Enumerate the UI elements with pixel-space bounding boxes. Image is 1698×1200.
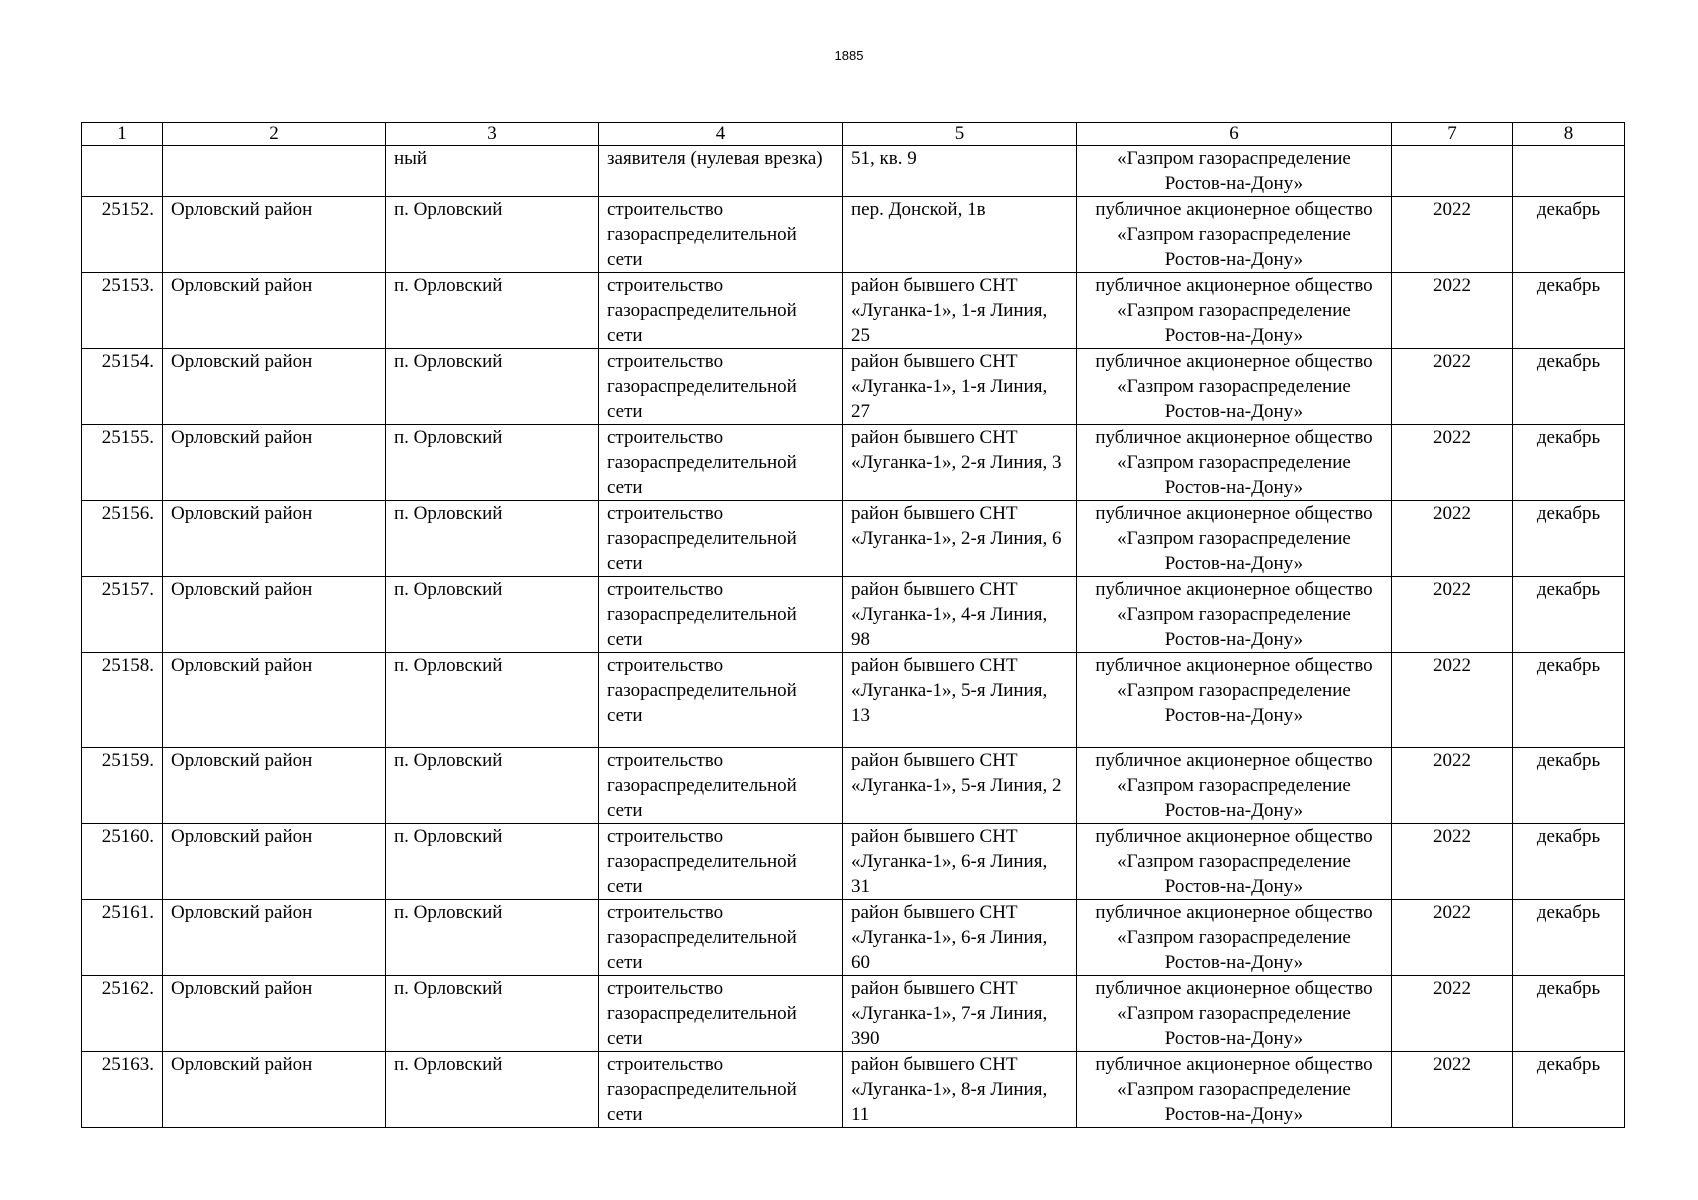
cell-month: декабрь bbox=[1513, 197, 1625, 273]
cell-address: 51, кв. 9 bbox=[843, 146, 1077, 197]
column-header: 5 bbox=[843, 123, 1077, 146]
cell-work: строительство газораспределительной сети bbox=[599, 349, 843, 425]
column-header: 3 bbox=[386, 123, 599, 146]
cell-settlement: п. Орловский bbox=[386, 197, 599, 273]
cell-month: декабрь bbox=[1513, 501, 1625, 577]
cell-district: Орловский район bbox=[163, 273, 386, 349]
cell-settlement: п. Орловский bbox=[386, 577, 599, 653]
cell-month: декабрь bbox=[1513, 748, 1625, 824]
cell-year: 2022 bbox=[1392, 653, 1513, 748]
cell-address: район бывшего СНТ «Луганка-1», 6-я Линия, 60 bbox=[843, 900, 1077, 976]
cell-address: район бывшего СНТ «Луганка-1», 2-я Линия, 6 bbox=[843, 501, 1077, 577]
cell-number: 25155. bbox=[82, 425, 163, 501]
cell-district: Орловский район bbox=[163, 349, 386, 425]
cell-organization: публичное акционерное общество «Газпром газораспределение Ростов-на-Дону» bbox=[1077, 273, 1392, 349]
column-header: 7 bbox=[1392, 123, 1513, 146]
cell-month: декабрь bbox=[1513, 273, 1625, 349]
cell-work: заявителя (нулевая врезка) bbox=[599, 146, 843, 197]
cell-month: декабрь bbox=[1513, 976, 1625, 1052]
cell-organization: публичное акционерное общество «Газпром газораспределение Ростов-на-Дону» bbox=[1077, 349, 1392, 425]
cell-organization: публичное акционерное общество «Газпром газораспределение Ростов-на-Дону» bbox=[1077, 197, 1392, 273]
cell-settlement: п. Орловский bbox=[386, 349, 599, 425]
table-row bbox=[82, 976, 1625, 1052]
cell-work: строительство газораспределительной сети bbox=[599, 976, 843, 1052]
column-header: 8 bbox=[1513, 123, 1625, 146]
cell-year: 2022 bbox=[1392, 900, 1513, 976]
cell-month: декабрь bbox=[1513, 349, 1625, 425]
cell-organization: «Газпром газораспределение Ростов-на-Дону» bbox=[1077, 146, 1392, 197]
cell-number: 25152. bbox=[82, 197, 163, 273]
cell-settlement: п. Орловский bbox=[386, 501, 599, 577]
cell-number: 25159. bbox=[82, 748, 163, 824]
cell-work: строительство газораспределительной сети bbox=[599, 501, 843, 577]
cell-settlement: п. Орловский bbox=[386, 748, 599, 824]
cell-month: декабрь bbox=[1513, 900, 1625, 976]
cell-settlement: п. Орловский bbox=[386, 900, 599, 976]
cell-address: район бывшего СНТ «Луганка-1», 2-я Линия, 3 bbox=[843, 425, 1077, 501]
cell-number bbox=[82, 146, 163, 197]
column-header: 4 bbox=[599, 123, 843, 146]
column-number-row bbox=[82, 123, 1625, 146]
column-header: 2 bbox=[163, 123, 386, 146]
table-row bbox=[82, 273, 1625, 349]
cell-district: Орловский район bbox=[163, 748, 386, 824]
cell-district: Орловский район bbox=[163, 197, 386, 273]
cell-district: Орловский район bbox=[163, 824, 386, 900]
cell-year: 2022 bbox=[1392, 976, 1513, 1052]
table-body bbox=[82, 146, 1625, 1128]
column-header: 1 bbox=[82, 123, 163, 146]
cell-month: декабрь bbox=[1513, 1052, 1625, 1128]
cell-organization: публичное акционерное общество «Газпром газораспределение Ростов-на-Дону» bbox=[1077, 900, 1392, 976]
cell-district: Орловский район bbox=[163, 653, 386, 748]
cell-number: 25157. bbox=[82, 577, 163, 653]
table-row bbox=[82, 1052, 1625, 1128]
cell-number: 25163. bbox=[82, 1052, 163, 1128]
cell-settlement: п. Орловский bbox=[386, 1052, 599, 1128]
cell-address: район бывшего СНТ «Луганка-1», 8-я Линия, 11 bbox=[843, 1052, 1077, 1128]
cell-settlement: ный bbox=[386, 146, 599, 197]
cell-year: 2022 bbox=[1392, 197, 1513, 273]
cell-year: 2022 bbox=[1392, 748, 1513, 824]
cell-settlement: п. Орловский bbox=[386, 273, 599, 349]
cell-year: 2022 bbox=[1392, 349, 1513, 425]
table-row bbox=[82, 501, 1625, 577]
cell-address: район бывшего СНТ «Луганка-1», 5-я Линия, 2 bbox=[843, 748, 1077, 824]
table-row bbox=[82, 577, 1625, 653]
page-number: 1885 bbox=[834, 48, 864, 63]
cell-settlement: п. Орловский bbox=[386, 824, 599, 900]
cell-work: строительство газораспределительной сети bbox=[599, 425, 843, 501]
cell-settlement: п. Орловский bbox=[386, 976, 599, 1052]
cell-year: 2022 bbox=[1392, 577, 1513, 653]
cell-organization: публичное акционерное общество «Газпром газораспределение Ростов-на-Дону» bbox=[1077, 1052, 1392, 1128]
cell-address: район бывшего СНТ «Луганка-1», 4-я Линия, 98 bbox=[843, 577, 1077, 653]
cell-organization: публичное акционерное общество «Газпром газораспределение Ростов-на-Дону» bbox=[1077, 748, 1392, 824]
cell-organization: публичное акционерное общество «Газпром газораспределение Ростов-на-Дону» bbox=[1077, 577, 1392, 653]
cell-organization: публичное акционерное общество «Газпром газораспределение Ростов-на-Дону» bbox=[1077, 653, 1392, 748]
cell-settlement: п. Орловский bbox=[386, 425, 599, 501]
cell-month: декабрь bbox=[1513, 425, 1625, 501]
cell-year: 2022 bbox=[1392, 501, 1513, 577]
cell-month: декабрь bbox=[1513, 824, 1625, 900]
cell-district: Орловский район bbox=[163, 425, 386, 501]
cell-month: декабрь bbox=[1513, 577, 1625, 653]
cell-organization: публичное акционерное общество «Газпром газораспределение Ростов-на-Дону» bbox=[1077, 425, 1392, 501]
table-row bbox=[82, 349, 1625, 425]
cell-year: 2022 bbox=[1392, 1052, 1513, 1128]
table-row bbox=[82, 748, 1625, 824]
cell-district: Орловский район bbox=[163, 501, 386, 577]
cell-number: 25158. bbox=[82, 653, 163, 748]
cell-district: Орловский район bbox=[163, 900, 386, 976]
cell-district bbox=[163, 146, 386, 197]
table-row bbox=[82, 653, 1625, 748]
cell-address: район бывшего СНТ «Луганка-1», 6-я Линия, 31 bbox=[843, 824, 1077, 900]
cell-year bbox=[1392, 146, 1513, 197]
cell-work: строительство газораспределительной сети bbox=[599, 577, 843, 653]
column-header: 6 bbox=[1077, 123, 1392, 146]
cell-work: строительство газораспределительной сети bbox=[599, 197, 843, 273]
cell-number: 25162. bbox=[82, 976, 163, 1052]
cell-district: Орловский район bbox=[163, 1052, 386, 1128]
register-table bbox=[81, 122, 1625, 1128]
cell-district: Орловский район bbox=[163, 577, 386, 653]
continuation-row bbox=[82, 146, 1625, 197]
cell-year: 2022 bbox=[1392, 273, 1513, 349]
cell-work: строительство газораспределительной сети bbox=[599, 273, 843, 349]
cell-organization: публичное акционерное общество «Газпром газораспределение Ростов-на-Дону» bbox=[1077, 501, 1392, 577]
table-row bbox=[82, 900, 1625, 976]
cell-address: пер. Донской, 1в bbox=[843, 197, 1077, 273]
cell-address: район бывшего СНТ «Луганка-1», 7-я Линия, 390 bbox=[843, 976, 1077, 1052]
cell-month: декабрь bbox=[1513, 653, 1625, 748]
cell-month bbox=[1513, 146, 1625, 197]
cell-work: строительство газораспределительной сети bbox=[599, 1052, 843, 1128]
cell-number: 25160. bbox=[82, 824, 163, 900]
cell-work: строительство газораспределительной сети bbox=[599, 900, 843, 976]
cell-number: 25154. bbox=[82, 349, 163, 425]
cell-address: район бывшего СНТ «Луганка-1», 1-я Линия, 27 bbox=[843, 349, 1077, 425]
table-row bbox=[82, 425, 1625, 501]
cell-year: 2022 bbox=[1392, 425, 1513, 501]
cell-organization: публичное акционерное общество «Газпром газораспределение Ростов-на-Дону» bbox=[1077, 976, 1392, 1052]
cell-work: строительство газораспределительной сети bbox=[599, 824, 843, 900]
cell-address: район бывшего СНТ «Луганка-1», 5-я Линия, 13 bbox=[843, 653, 1077, 748]
table-row bbox=[82, 824, 1625, 900]
cell-district: Орловский район bbox=[163, 976, 386, 1052]
cell-year: 2022 bbox=[1392, 824, 1513, 900]
cell-address: район бывшего СНТ «Луганка-1», 1-я Линия, 25 bbox=[843, 273, 1077, 349]
cell-organization: публичное акционерное общество «Газпром газораспределение Ростов-на-Дону» bbox=[1077, 824, 1392, 900]
cell-settlement: п. Орловский bbox=[386, 653, 599, 748]
cell-number: 25153. bbox=[82, 273, 163, 349]
cell-work: строительство газораспределительной сети bbox=[599, 748, 843, 824]
cell-number: 25161. bbox=[82, 900, 163, 976]
table-row bbox=[82, 197, 1625, 273]
cell-number: 25156. bbox=[82, 501, 163, 577]
cell-work: строительство газораспределительной сети bbox=[599, 653, 843, 748]
